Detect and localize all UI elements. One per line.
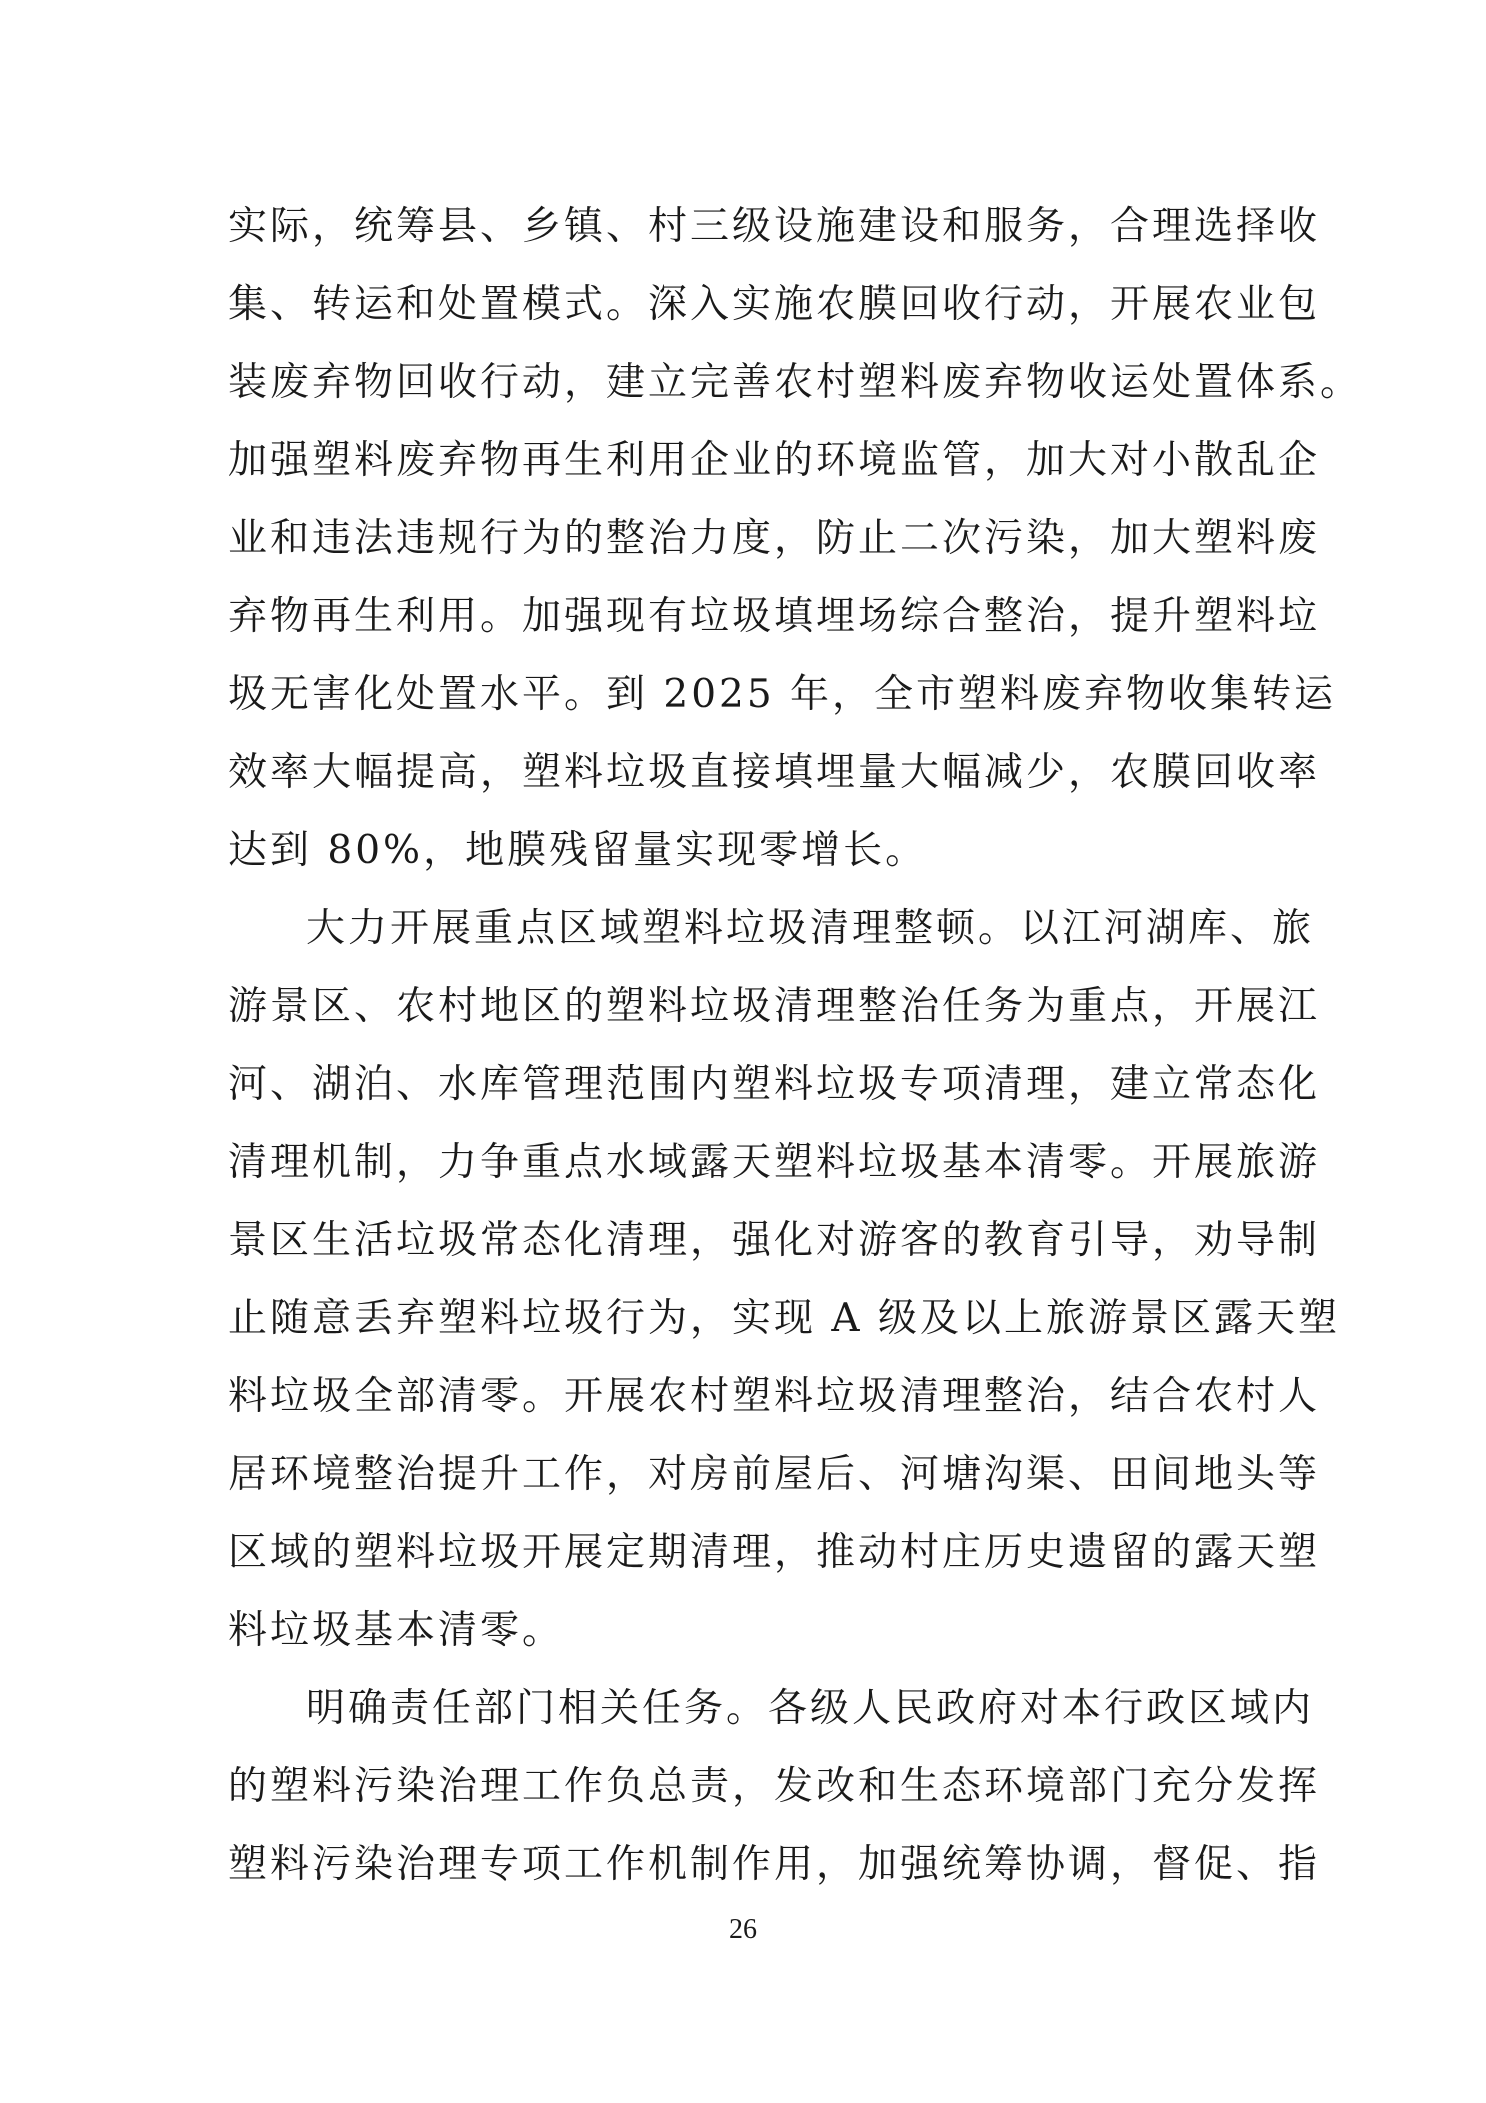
paragraph-first-line: 明确责任部门相关任务。各级人民政府对本行政区域内 bbox=[306, 1686, 1315, 1731]
text-line: 河、湖泊、水库管理范围内塑料垃圾专项清理，建立常态化 bbox=[228, 1062, 1321, 1107]
text-line: 料垃圾全部清零。开展农村塑料垃圾清理整治，结合农村人 bbox=[228, 1374, 1321, 1419]
text-line: 效率大幅提高，塑料垃圾直接填埋量大幅减少，农膜回收率 bbox=[228, 750, 1321, 795]
text-line: 清理机制，力争重点水域露天塑料垃圾基本清零。开展旅游 bbox=[228, 1140, 1321, 1185]
text-line: 居环境整治提升工作，对房前屋后、河塘沟渠、田间地头等 bbox=[228, 1452, 1321, 1497]
text-line: 装废弃物回收行动，建立完善农村塑料废弃物收运处置体系。 bbox=[228, 360, 1363, 405]
text-line: 业和违法违规行为的整治力度，防止二次污染，加大塑料废 bbox=[228, 516, 1321, 561]
text-line: 集、转运和处置模式。深入实施农膜回收行动，开展农业包 bbox=[228, 282, 1321, 327]
text-line: 游景区、农村地区的塑料垃圾清理整治任务为重点，开展江 bbox=[228, 984, 1321, 1029]
page-number: 26 bbox=[729, 1914, 757, 1945]
text-line: 景区生活垃圾常态化清理，强化对游客的教育引导，劝导制 bbox=[228, 1218, 1321, 1263]
text-line: 的塑料污染治理工作负总责，发改和生态环境部门充分发挥 bbox=[228, 1764, 1321, 1809]
paragraph-first-line: 大力开展重点区域塑料垃圾清理整顿。以江河湖库、旅 bbox=[306, 906, 1315, 951]
text-line: 料垃圾基本清零。 bbox=[228, 1608, 565, 1653]
text-line: 塑料污染治理专项工作机制作用，加强统筹协调，督促、指 bbox=[228, 1842, 1321, 1887]
text-line: 达到 80%，地膜残留量实现零增长。 bbox=[228, 828, 928, 873]
text-line: 区域的塑料垃圾开展定期清理，推动村庄历史遗留的露天塑 bbox=[228, 1530, 1321, 1575]
body-text bbox=[228, 188, 1363, 1904]
text-line: 止随意丢弃塑料垃圾行为，实现 A 级及以上旅游景区露天塑 bbox=[228, 1296, 1340, 1341]
text-line: 加强塑料废弃物再生利用企业的环境监管，加大对小散乱企 bbox=[228, 438, 1321, 483]
text-line: 实际，统筹县、乡镇、村三级设施建设和服务，合理选择收 bbox=[228, 204, 1321, 249]
text-line: 弃物再生利用。加强现有垃圾填埋场综合整治，提升塑料垃 bbox=[228, 594, 1321, 639]
text-line: 圾无害化处置水平。到 2025 年，全市塑料废弃物收集转运 bbox=[228, 672, 1337, 717]
